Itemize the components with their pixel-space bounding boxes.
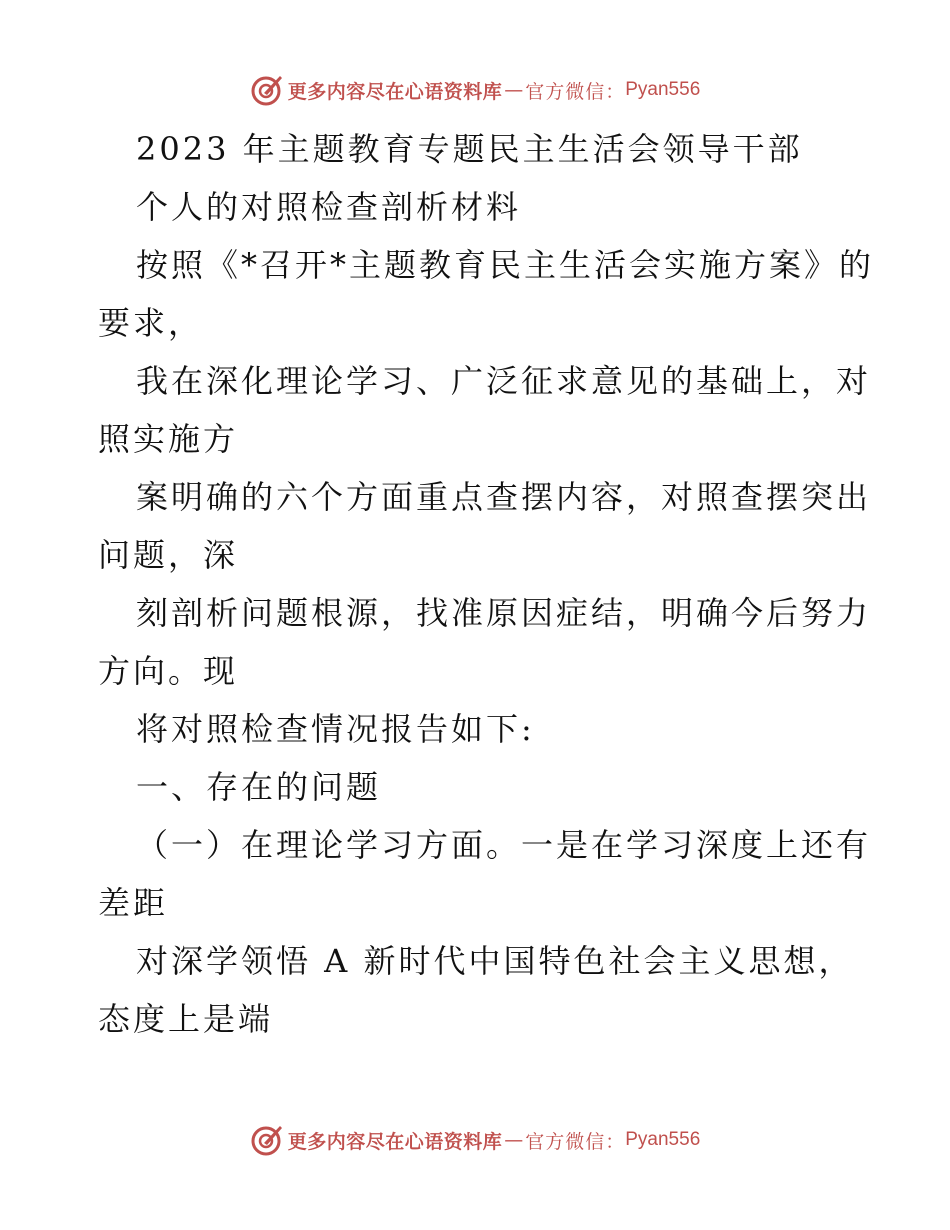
text-line: 差距 <box>98 884 169 922</box>
text-line: 案明确的六个方面重点查摆内容，对照查摆突出 <box>136 478 872 516</box>
footer-banner <box>0 1120 950 1160</box>
document-body <box>98 120 875 1048</box>
text-line: 将对照检查情况报告如下: <box>136 710 535 748</box>
banner-wechat-label: 官方微信： <box>525 80 626 103</box>
banner-text: 更多内容尽在心语资料库 <box>287 1130 503 1153</box>
text-line: 我在深化理论学习、广泛征求意见的基础上，对 <box>136 362 872 400</box>
text-line: 一、存在的问题 <box>136 768 382 806</box>
banner-wechat-id: Pyan556 <box>625 79 701 100</box>
text-line: 按照《*召开*主题教育民主生活会实施方案》的 <box>136 246 875 284</box>
quill-pen-logo-icon <box>250 73 284 107</box>
text-line: 态度上是端 <box>98 1000 274 1038</box>
banner-separator: — <box>504 79 524 101</box>
text-line: 要求， <box>98 304 204 342</box>
banner-text: 更多内容尽在心语资料库 <box>287 80 503 103</box>
text-line: （一）在理论学习方面。一是在学习深度上还有 <box>136 826 872 864</box>
text-line: 对深学领悟 A 新时代中国特色社会主义思想， <box>136 942 854 980</box>
header-banner <box>0 70 950 110</box>
text-line: 问题，深 <box>98 536 239 574</box>
text-line: 刻剖析问题根源，找准原因症结，明确今后努力 <box>136 594 872 632</box>
banner-wechat-id: Pyan556 <box>625 1129 701 1150</box>
banner-wechat-label: 官方微信： <box>525 1130 626 1153</box>
quill-pen-logo-icon <box>250 1123 284 1157</box>
text-line: 方向。现 <box>98 652 239 690</box>
text-line: 2023 年主题教育专题民主生活会领导干部 <box>136 130 803 168</box>
banner-separator: — <box>504 1129 524 1151</box>
text-line: 个人的对照检查剖析材料 <box>136 188 522 226</box>
text-line: 照实施方 <box>98 420 239 458</box>
